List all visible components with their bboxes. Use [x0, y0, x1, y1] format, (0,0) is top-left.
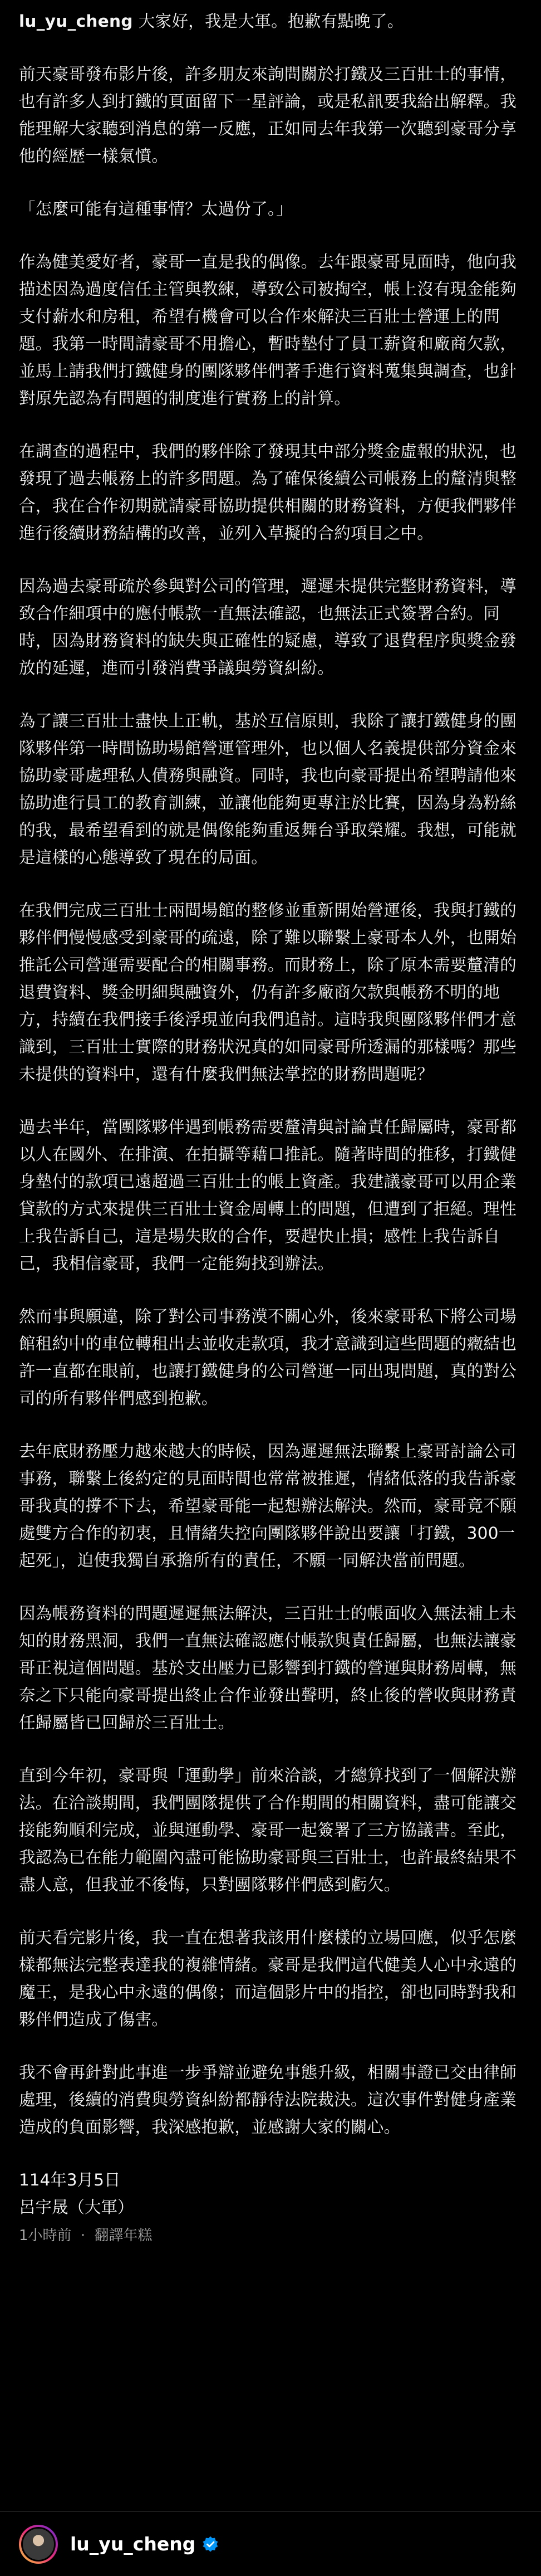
signature-name: 呂宇晟（大軍） [19, 2198, 134, 2217]
caption-paragraph: 作為健美愛好者，豪哥一直是我的偶像。去年跟豪哥見面時，他向我描述因為過度信任主管與教練，導致公司被掏空，帳上沒有現金能夠支付薪水和房租，希望有機會可以合作來解決三百壯士營運上的問題。我第一時間請豪哥不用擔心，暫時墊付了員工薪資和廠商欠款，並馬上請我們打鐵健身的團隊夥伴們著手進行資料蒐集與調查，也針對原先認為有問題的制度進行實務上的計算。 [19, 252, 517, 408]
caption-paragraph: 「怎麼可能有這種事情？太過份了。」 [19, 199, 293, 218]
translate-link[interactable]: 翻譯年糕 [94, 2227, 153, 2244]
caption-paragraph: 直到今年初，豪哥與「運動學」前來洽談，才總算找到了一個解決辦法。在洽談期間，我們團隊提供了合作期間的相關資料，盡可能讓交接能夠順利完成，並與運動學、豪哥一起簽署了三方協議書。至此，我認為已在能力範圍內盡可能協助豪哥與三百壯士，也許最終結果不盡人意，但我並不後悔，只對團隊夥伴們感到虧欠。 [19, 1766, 517, 1894]
avatar [21, 2527, 56, 2562]
post-meta [19, 2223, 522, 2248]
caption-intro [19, 8, 522, 35]
caption-paragraph: 因為帳務資料的問題遲遲無法解決，三百壯士的帳面收入無法補上未知的財務黑洞，我們一直無法確認應付帳款與責任歸屬，也無法讓豪哥正視這個問題。基於支出壓力已影響到打鐵的營運與財務周轉，無奈之下只能向豪哥提出終止合作並發出聲明，終止後的營收與財務責任歸屬皆已回歸於三百壯士。 [19, 1604, 517, 1732]
author-footer [0, 2511, 541, 2576]
caption-paragraph: 在調查的過程中，我們的夥伴除了發現其中部分獎金虛報的狀況，也發現了過去帳務上的許多問題。為了確保後續公司帳務上的釐清與整合，我在合作初期就請豪哥協助提供相關的財務資料，方便我們夥伴進行後續財務結構的改善，並列入草擬的合約項目之中。 [19, 442, 517, 543]
caption-paragraph: 我不會再針對此事進一步爭辯並避免事態升級，相關事證已交由律師處理，後續的消費與勞資糾紛都靜待法院裁決。這次事件對健身產業造成的負面影響，我深感抱歉，並感謝大家的關心。 [19, 2063, 517, 2136]
caption-body [19, 61, 522, 2141]
caption-paragraph: 前天豪哥發布影片後，許多朋友來詢問關於打鐵及三百壯士的事情，也有許多人到打鐵的頁面留下一星評論，或是私訊要我給出解釋。我能理解大家聽到消息的第一反應，正如同去年我第一次聽到豪哥分享他的經歷一樣氣憤。 [19, 65, 517, 165]
caption-username[interactable]: lu_yu_cheng [19, 12, 133, 31]
meta-separator: · [80, 2227, 86, 2244]
caption-paragraph: 因為過去豪哥疏於參與對公司的管理，遲遲未提供完整財務資料，導致合作細項中的應付帳款一直無法確認，也無法正式簽署合約。同時，因為財務資料的缺失與正確性的疑慮，導致了退費程序與獎金發放的延遲，進而引發消費爭議與勞資糾紛。 [19, 577, 517, 677]
caption-paragraph: 過去半年，當團隊夥伴遇到帳務需要釐清與討論責任歸屬時，豪哥都以人在國外、在排演、在拍攝等藉口推託。隨著時間的推移，打鐵健身墊付的款項已遠超過三百壯士的帳上資產。我建議豪哥可以用企業貸款的方式來提供三百壯士資金周轉上的問題，但遭到了拒絕。理性上我告訴自己，這是場失敗的合作，要趕快止損；感性上我告訴自己，我相信豪哥，我們一定能夠找到辦法。 [19, 1118, 517, 1273]
avatar-story-ring[interactable] [19, 2525, 58, 2564]
caption-paragraph: 在我們完成三百壯士兩間場館的整修並重新開始營運後，我與打鐵的夥伴們慢慢感受到豪哥的疏遠，除了難以聯繫上豪哥本人外，也開始推託公司營運需要配合的相關事務。而財務上，除了原本需要釐清的退費資料、獎金明細與融資外，仍有許多廠商欠款與帳務不明的地方，持續在我們接手後浮現並向我們追討。這時我與團隊夥伴們才意識到，三百壯士實際的財務狀況真的如同豪哥所透漏的那樣嗎？那些未提供的資料中，還有什麼我們無法掌控的財務問題呢？ [19, 901, 517, 1084]
caption-paragraph: 為了讓三百壯士盡快上正軌，基於互信原則，我除了讓打鐵健身的團隊夥伴第一時間協助場館營運管理外，也以個人名義提供部分資金來協助豪哥處理私人債務與融資。同時，我也向豪哥提出希望聘請他來協助進行員工的教育訓練，並讓他能夠更專注於比賽，因為身為粉絲的我，最希望看到的就是偶像能夠重返舞台爭取榮耀。我想，可能就是這樣的心態導致了現在的局面。 [19, 711, 517, 867]
post-timestamp[interactable]: 1小時前 [19, 2227, 72, 2244]
caption-paragraph: 然而事與願違，除了對公司事務漠不關心外，後來豪哥私下將公司場館租約中的車位轉租出去並收走款項，我才意識到這些問題的癥結也許一直都在眼前，也讓打鐵健身的公司營運一同出現問題，真的對公司的所有夥伴們感到抱歉。 [19, 1307, 517, 1408]
caption-paragraph: 前天看完影片後，我一直在想著我該用什麼樣的立場回應，似乎怎麼樣都無法完整表達我的複雜情緒。豪哥是我們這代健美人心中永遠的魔王，是我心中永遠的偶像；而這個影片中的指控，卻也同時對我和夥伴們造成了傷害。 [19, 1928, 517, 2029]
verified-badge-icon [202, 2536, 219, 2553]
caption-paragraph: 去年底財務壓力越來越大的時候，因為遲遲無法聯繫上豪哥討論公司事務，聯繫上後約定的見面時間也常常被推遲，情緒低落的我告訴豪哥我真的撐不下去，希望豪哥能一起想辦法解決。然而，豪哥竟不願處雙方合作的初衷，且情緒失控向團隊夥伴說出要讓「打鐵，300一起死」，迫使我獨自承擔所有的責任，不願一同解決當前問題。 [19, 1442, 517, 1570]
author-username[interactable]: lu_yu_cheng [70, 2533, 196, 2555]
caption-intro-text: 大家好，我是大軍。抱歉有點晚了。 [138, 12, 404, 31]
signature-date: 114年3月5日 [19, 2170, 121, 2189]
